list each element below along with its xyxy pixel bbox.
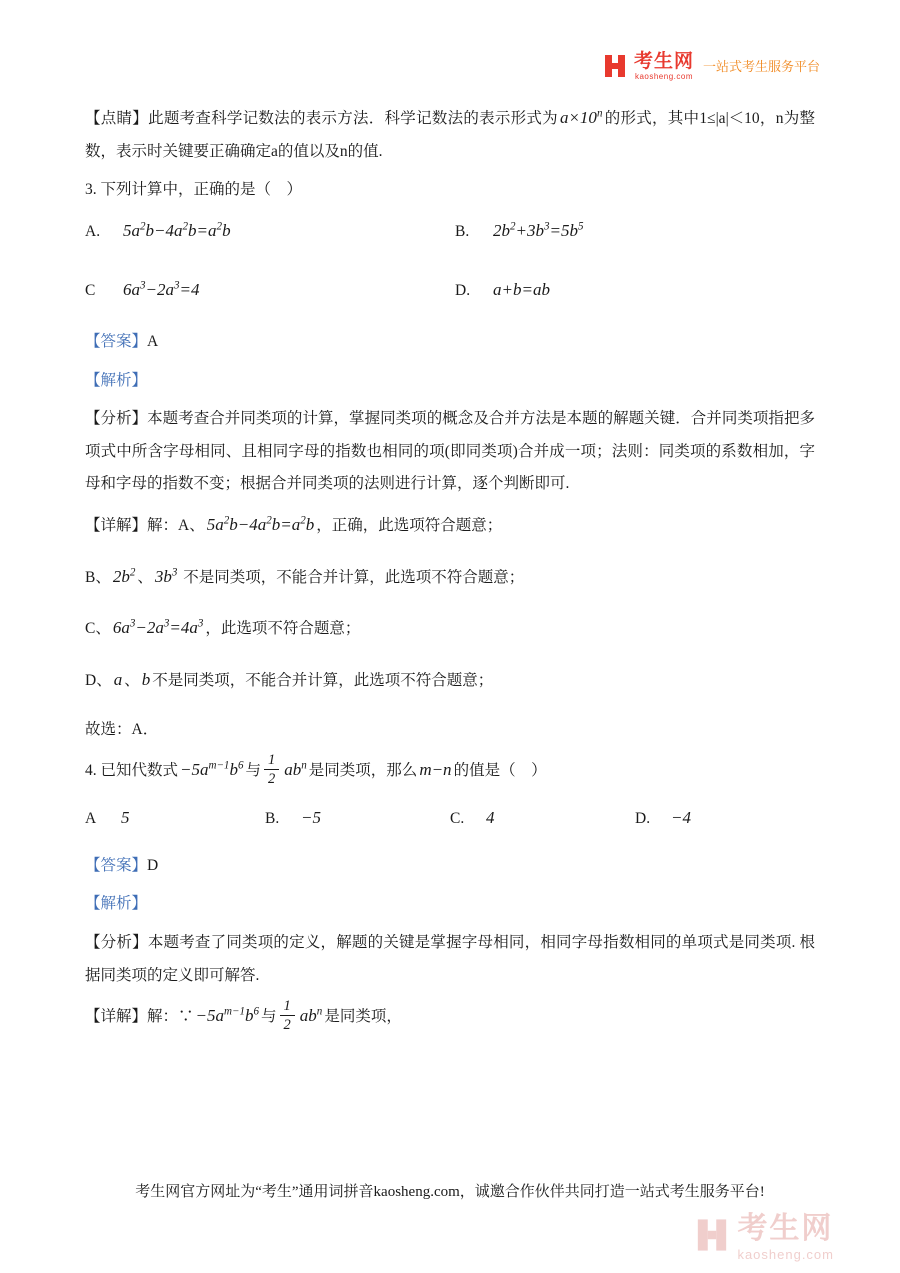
- note-text-2: 的形式，其中1≤|a|＜10，n为整数，表示时关键要正确确定a的值以及n的值.: [85, 110, 815, 160]
- q3-option-c: [85, 272, 455, 308]
- q4-detail-label: 【详解】: [85, 1008, 148, 1026]
- watermark-text-block: [737, 1214, 834, 1261]
- q4-detail-suffix: 是同类项，: [324, 1008, 402, 1026]
- q3-detail-c-prefix: C、: [85, 620, 111, 638]
- q3-detail-d-formula-2: b: [141, 669, 151, 689]
- q3-detail-b-formula-2: $3b^3$: [154, 565, 178, 586]
- q4-option-a-value: 5: [121, 808, 130, 828]
- q4-jiexi-label: 【解析】: [85, 895, 148, 913]
- q3-option-a-label: A.: [85, 222, 101, 240]
- q3-detail-d: [85, 662, 815, 698]
- q3-detail-label: 【详解】: [85, 516, 148, 534]
- q3-analysis-label: 【分析】: [85, 410, 148, 428]
- brand-block: [634, 52, 694, 81]
- q3-detail-b-suffix: 不是同类项，不能合并计算，此选项不符合题意；: [179, 568, 525, 586]
- q4-stem-prefix: 4. 已知代数式: [85, 762, 179, 780]
- q3-detail-b: [85, 559, 815, 595]
- q3-option-c-label: C: [85, 282, 96, 300]
- scientific-notation-formula: $a\times 10^n$: [559, 107, 603, 127]
- q4-option-b-label: B.: [265, 810, 280, 828]
- q4-option-d: [635, 800, 815, 836]
- q4-stem-suffix: 的值是（ ）: [453, 762, 547, 780]
- q3-detail-d-separator: 、: [124, 671, 140, 689]
- q4-detail: [85, 998, 815, 1036]
- q4-option-a: [85, 800, 265, 836]
- q4-analysis-label: 【分析】: [85, 934, 148, 952]
- q4-monomial-1: $-5a^{m-1}b^6$: [180, 759, 244, 780]
- q3-detail-a-suffix: ，正确，此选项符合题意；: [316, 516, 503, 534]
- fraction-denominator: 2: [268, 771, 276, 788]
- fraction-denominator: 2: [283, 1017, 291, 1034]
- q4-option-d-value: −4: [671, 808, 691, 828]
- q4-monomial-2: $ab^n$: [284, 759, 307, 780]
- watermark-brand: 考生网: [737, 1212, 834, 1245]
- q3-option-d: [455, 272, 815, 308]
- q4-stem-mid-1: 与: [245, 762, 262, 780]
- q3-detail-d-prefix: D、: [85, 671, 112, 689]
- q4-option-c-value: 4: [486, 808, 495, 828]
- q4-expression-m-minus-n: m−n: [419, 760, 452, 780]
- q3-answer-value: A: [147, 333, 159, 351]
- q4-detail-prefix: 解：∵: [147, 1008, 194, 1026]
- q3-answer-label: 【答案】: [85, 333, 148, 351]
- kaosheng-watermark: [695, 1214, 834, 1261]
- q3-detail-d-suffix: 不是同类项，不能合并计算，此选项不符合题意；: [152, 671, 494, 689]
- q3-option-d-formula: a+b=ab: [493, 280, 550, 300]
- note-paragraph: [85, 100, 815, 168]
- q4-option-b-value: −5: [301, 808, 321, 828]
- q3-option-a: [85, 213, 455, 249]
- brand-domain: kaosheng.com: [634, 72, 693, 81]
- q4-option-b: [265, 800, 450, 836]
- q4-stem-mid-2: 是同类项，那么: [308, 762, 418, 780]
- q3-option-b: [455, 213, 815, 249]
- q3-option-d-label: D.: [455, 282, 471, 300]
- q3-option-c-formula: $6a^3-2a^3=4$: [123, 279, 200, 300]
- q4-answer-line: [85, 850, 815, 883]
- question-4-options: [85, 800, 815, 836]
- q4-detail-monomial-1: $-5a^{m-1}b^6$: [195, 1005, 260, 1026]
- q4-answer-label: 【答案】: [85, 856, 148, 874]
- q3-detail-a-prefix: 解：A、: [147, 516, 205, 534]
- site-header: [603, 52, 820, 84]
- q3-analysis-text: 本题考查合并同类项的计算，掌握同类项的概念及合并方法是本题的解题关键．合并同类项指把多项式中所含字母相同、且相同字母的指数也相同的项(即同类项)合并成一项；法则：同类项的系数相加，字母和字母的指数不变；根据合并同类项的法则进行计算，逐个判断即可.: [85, 410, 815, 493]
- q3-analysis-paragraph: [85, 403, 815, 501]
- one-half-fraction: [264, 751, 279, 788]
- q4-option-a-label: A: [85, 810, 97, 828]
- document-body: [85, 100, 815, 1052]
- q4-detail-monomial-2: $ab^n$: [299, 1005, 323, 1026]
- q4-option-c: [450, 800, 635, 836]
- q4-detail-mid: 与: [261, 1008, 277, 1026]
- q4-option-c-label: C.: [450, 810, 465, 828]
- q3-analysis-header: [85, 365, 815, 398]
- one-half-fraction: [280, 997, 295, 1034]
- note-label: 【点睛】: [85, 110, 149, 127]
- q4-analysis-paragraph: [85, 927, 815, 992]
- q3-detail-a: [85, 507, 815, 543]
- kaosheng-logo-icon: [603, 53, 627, 84]
- q3-option-b-formula: $2b^2+3b^3=5b^5$: [493, 220, 584, 240]
- kaosheng-watermark-icon: [695, 1216, 729, 1259]
- q3-detail-c-suffix: ，此选项不符合题意；: [205, 620, 361, 638]
- q3-detail-a-formula: $5a^2b-4a^2b=a^2b$: [206, 514, 315, 534]
- q3-conclusion: 故选：A．: [85, 720, 159, 738]
- q3-detail-d-formula-1: a: [113, 669, 123, 689]
- q3-detail-c-formula: $6a^3-2a^3=4a^3$: [112, 617, 204, 638]
- q3-detail-b-formula-1: $2b^2$: [112, 565, 136, 586]
- fraction-numerator: 1: [264, 751, 279, 770]
- q4-analysis-header: [85, 888, 815, 921]
- q4-analysis-text: 本题考查了同类项的定义，解题的关键是掌握字母相同，相同字母指数相同的单项式是同类项. 根据同类项的定义即可解答.: [85, 934, 815, 984]
- q3-detail-b-prefix: B、: [85, 568, 111, 586]
- brand-name: 考生网: [633, 51, 694, 72]
- fraction-numerator: 1: [280, 997, 295, 1016]
- q3-option-b-label: B.: [455, 222, 470, 240]
- brand-tagline: 一站式考生服务平台: [702, 59, 820, 74]
- q4-answer-value: D: [147, 856, 159, 874]
- question-3-stem: 3. 下列计算中，正确的是（ ）: [85, 181, 303, 199]
- watermark-domain: kaosheng.com: [737, 1247, 834, 1262]
- q4-option-d-label: D.: [635, 810, 651, 828]
- q3-answer-line: [85, 326, 815, 359]
- q3-detail-c: [85, 610, 815, 646]
- q3-detail-b-separator: 、: [137, 568, 153, 586]
- page-footer-text: 考生网官方网址为“考生”通用词拼音kaosheng.com，诚邀合作伙伴共同打造一站式考生服务平台!: [135, 1184, 765, 1200]
- q3-option-a-formula: $5a^2b-4a^2b=a^2b$: [123, 220, 231, 240]
- q3-jiexi-label: 【解析】: [85, 371, 148, 389]
- question-3-options: [85, 213, 815, 308]
- question-4-stem: [85, 752, 815, 790]
- note-text-1: 此题考查科学记数法的表示方法．科学记数法的表示形式为: [148, 110, 558, 127]
